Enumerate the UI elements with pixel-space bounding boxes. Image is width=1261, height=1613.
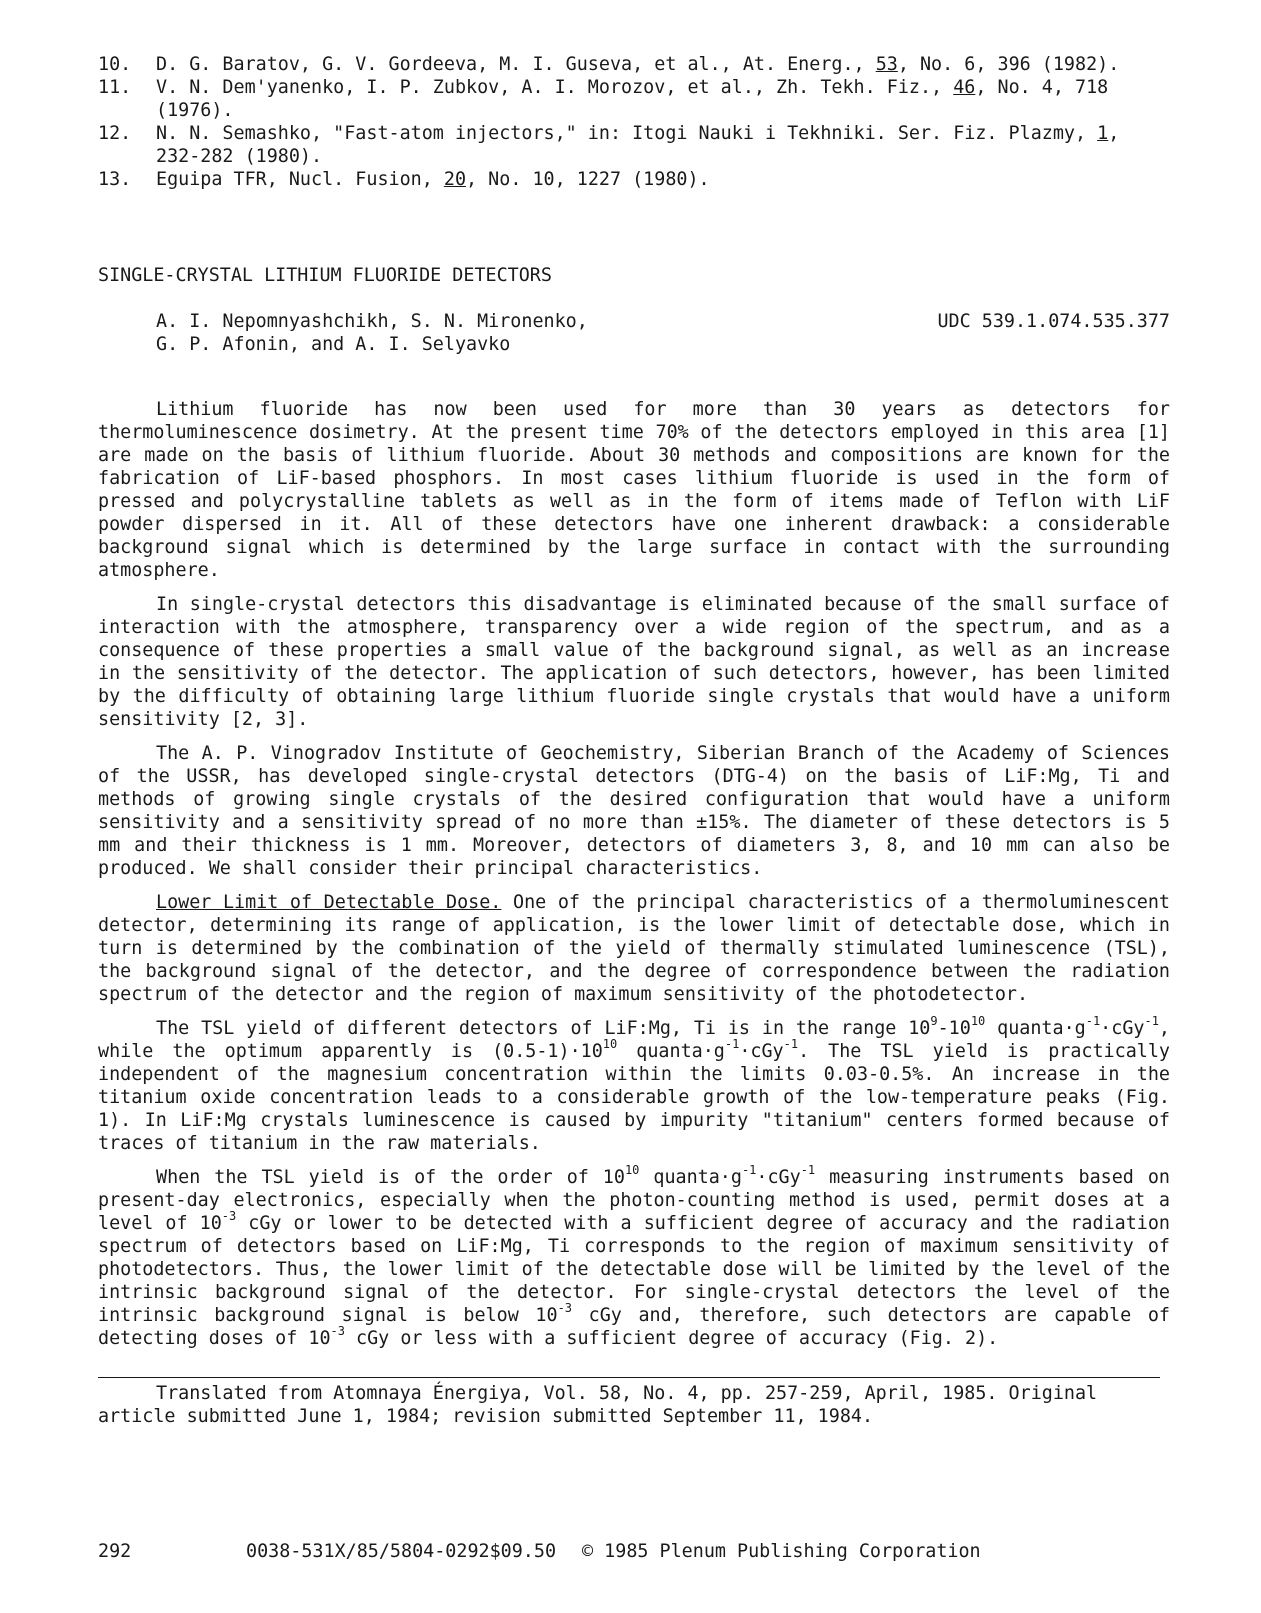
paragraph: Lithium fluoride has now been used for more than 30 years as detectors for thermoluminescence dosimetry. At the present time 70% of the detectors employed in this area [1] are made on the basis of lithium fluoride. About 30 methods and compositions are known for the fabrication of LiF-based phosphors. In most cases lithium fluoride is used in the form of pressed and polycrystalline tablets as well as in the form of items made of Teflon with LiF powder dispersed in it. All of these detectors have one inherent drawback: a considerable background signal which is determined by the large surface in contact with the surrounding atmosphere. [98, 399, 1170, 581]
reference-item [98, 122, 1170, 168]
superscript: 10 [970, 1013, 986, 1028]
reference-volume: 20 [443, 169, 467, 190]
article-body [98, 398, 1170, 1350]
text-run: , while the optimum apparently is (0.5-1)·10 [98, 1018, 1170, 1062]
text-run: quanta·g [617, 1041, 725, 1062]
text-run: -10 [937, 1018, 971, 1039]
paragraph [98, 1013, 1170, 1155]
reference-number: 11. [98, 77, 132, 98]
reference-details: , No. 4, 718 (1976). [156, 77, 1109, 121]
superscript: -1 [1144, 1013, 1159, 1028]
paragraph: The A. P. Vinogradov Institute of Geochemistry, Siberian Branch of the Academy of Sciences of the USSR, has developed single-crystal detectors (DTG-4) on the basis of LiF:Mg, Ti and methods of growing single crystals of the desired configuration that would have a uniform sensitivity and a sensitivity spread of no more than ±15%. The diameter of these detectors is 5 mm and their thickness is 1 mm. Moreover, detectors of diameters 3, 8, and 10 mm can also be produced. We shall consider their principal characteristics. [98, 743, 1170, 879]
footnote-divider [98, 1377, 1160, 1378]
page-number: 292 [98, 1541, 132, 1562]
text-run: . The TSL yield is practically independent of the magnesium concentration within the limits 0.03-0.5%. An increase in the titanium oxide concentration leads to a considerable growth of the low-temperature peaks (Fig. 1). In LiF:Mg crystals luminescence is caused by impurity "titanium" centers formed because of traces of titanium in the raw materials. [98, 1041, 1170, 1154]
reference-text [156, 168, 1170, 191]
authors-line: G. P. Afonin, and A. I. Selyavko [156, 334, 511, 355]
reference-citation: V. N. Dem'yanenko, I. P. Zubkov, A. I. Morozov, et al., Zh. Tekh. Fiz., [156, 77, 954, 98]
reference-text [156, 76, 1170, 122]
paragraph [98, 1162, 1171, 1350]
superscript: 10 [624, 1162, 640, 1177]
article-code: 0038-531X/85/5804-0292$09.50 [246, 1541, 557, 1562]
reference-details: , No. 6, 396 (1982). [897, 54, 1120, 75]
reference-citation: N. N. Semashko, "Fast-atom injectors," in: Itogi Nauki i Tekhniki. Ser. Fiz. Plazmy, [156, 123, 1098, 144]
paragraph-text: One of the principal characteristics of a thermoluminescent detector, determining its range of application, is the lower limit of detectable dose, which in turn is determined by the combination of the yield of thermally stimulated luminescence (TSL), the background signal of the detector, and the degree of correspondence between the radiation spectrum of the detector and the region of maximum sensitivity of the photodetector. [98, 892, 1170, 1005]
reference-citation: D. G. Baratov, G. V. Gordeeva, M. I. Guseva, et al., At. Energ., [156, 54, 876, 75]
reference-details: , No. 10, 1227 (1980). [466, 169, 710, 190]
text-run: quanta·g [985, 1018, 1086, 1039]
reference-list [98, 53, 1170, 191]
superscript: -3 [330, 1323, 345, 1338]
footnote: Translated from Atomnaya Énergiya, Vol. 58, No. 4, pp. 257-259, April, 1985. Original article submitted June 1, 1984; revision submitted September 11, 1984. [98, 1383, 1098, 1427]
text-run: ·cGy [756, 1167, 801, 1188]
text-run: measuring instruments based on present-day electronics, especially when the photon-counting method is used, permit doses at a level of 10 [98, 1167, 1170, 1234]
reference-citation: Eguipa TFR, Nucl. Fusion, [156, 169, 444, 190]
text-run: quanta·g [639, 1167, 742, 1188]
text-run: cGy or lower to be detected with a sufficient degree of accuracy and the radiation spectrum of detectors based on LiF:Mg, Ti corresponds to the region of maximum sensitivity of photodetectors. Thus, the lower limit of the detectable dose will be limited by the level of the intrinsic background signal of the detector. For single-crystal detectors the level of the intrinsic background signal is below 10 [98, 1213, 1170, 1326]
article-title: SINGLE-CRYSTAL LITHIUM FLUORIDE DETECTORS [98, 265, 552, 286]
text-run: When the TSL yield is of the order of 10 [156, 1167, 625, 1188]
reference-volume: 53 [875, 54, 898, 75]
reference-text [156, 53, 1170, 76]
reference-number: 12. [98, 123, 132, 144]
reference-item [98, 53, 1170, 76]
paragraph [98, 891, 1170, 1006]
copyright: © 1985 Plenum Publishing Corporation [582, 1541, 981, 1562]
text-run: ·cGy [739, 1041, 784, 1062]
reference-details: , 232-282 (1980). [156, 123, 1120, 167]
page-footer [98, 1540, 981, 1563]
superscript: 9 [930, 1013, 938, 1028]
reference-volume: 1 [1097, 123, 1109, 144]
superscript: -3 [221, 1208, 237, 1223]
superscript: -1 [1085, 1013, 1101, 1028]
superscript: -1 [724, 1036, 740, 1051]
superscript: -3 [557, 1300, 573, 1315]
udc-code: UDC 539.1.074.535.377 [937, 311, 1170, 332]
superscript: -1 [741, 1162, 757, 1177]
reference-volume: 46 [953, 77, 976, 98]
superscript: -1 [783, 1036, 799, 1051]
reference-number: 10. [98, 54, 132, 75]
superscript: 10 [602, 1036, 618, 1051]
page [98, 53, 1170, 1428]
text-run: cGy and, therefore, such detectors are capable of detecting doses of 10 [98, 1305, 1171, 1349]
authors-line: A. I. Nepomnyashchikh, S. N. Mironenko, [156, 311, 588, 332]
section-heading: Lower Limit of Detectable Dose. [156, 892, 502, 913]
reference-number: 13. [98, 169, 132, 190]
authors [156, 310, 588, 356]
reference-item [98, 76, 1170, 122]
text-run: cGy or less with a sufficient degree of accuracy (Fig. 2). [344, 1328, 999, 1349]
text-run: The TSL yield of different detectors of LiF:Mg, Ti is in the range 10 [156, 1018, 931, 1039]
byline [98, 310, 1170, 356]
paragraph: In single-crystal detectors this disadvantage is eliminated because of the small surface of interaction with the atmosphere, transparency over a wide region of the spectrum, and as a consequence of these properties a small value of the background signal, as well as an increase in the sensitivity of the detector. The application of such detectors, however, has been limited by the difficulty of obtaining large lithium fluoride single crystals that would have a uniform sensitivity [2, 3]. [98, 594, 1170, 730]
superscript: -1 [800, 1162, 816, 1177]
reference-text [156, 122, 1170, 168]
reference-item [98, 168, 1170, 191]
text-run: ·cGy [1100, 1018, 1145, 1039]
